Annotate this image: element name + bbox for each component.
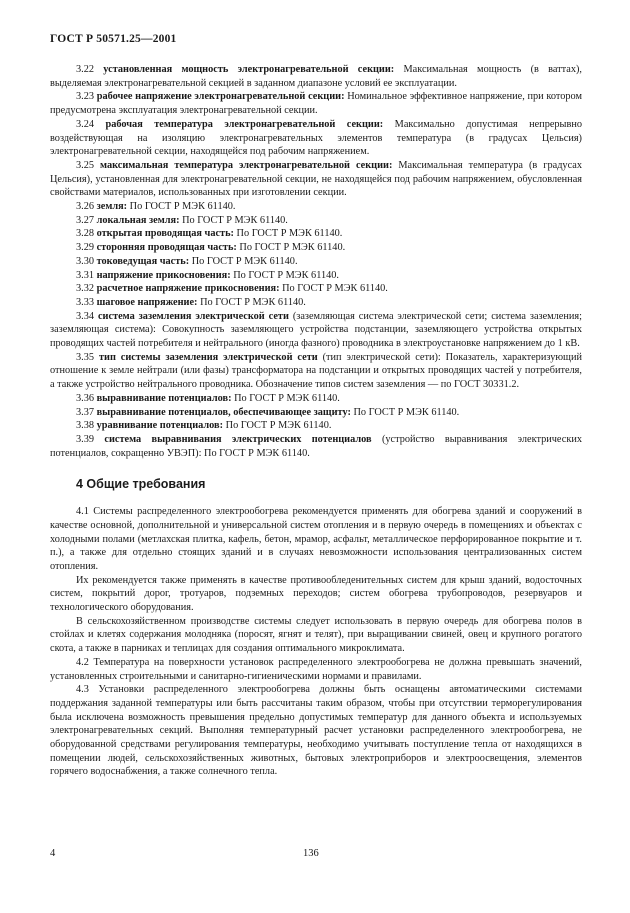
definition-item xyxy=(50,63,582,90)
definition-text: (устройство выравнивания электрических потенциалов, сокращенно УВЭП): По ГОСТ Р МЭК 61140. xyxy=(50,433,582,459)
definition-item xyxy=(50,296,582,310)
definition-text: Максимальная температура (в градусах Цельсия), установленная для электронагревательной секции, не находящейся под рабочим напряжением, обусловленная свойствами материалов, использованных при изготовлении секции. xyxy=(50,159,582,199)
definition-number: 3.36 xyxy=(76,392,95,404)
definition-item xyxy=(50,351,582,392)
definition-item xyxy=(50,118,582,159)
definition-number: 3.26 xyxy=(76,201,95,213)
definition-number: 3.30 xyxy=(76,255,95,267)
definition-text: Номинальное эффективное напряжение, при котором предусмотрена эксплуатация электронагревательной секции. xyxy=(50,91,582,117)
definition-item xyxy=(50,392,582,406)
definition-item xyxy=(50,241,582,255)
definition-text: По ГОСТ Р МЭК 61140. xyxy=(179,214,288,226)
definition-text: По ГОСТ Р МЭК 61140. xyxy=(127,201,236,213)
definition-item xyxy=(50,406,582,420)
definition-term: расчетное напряжение прикосновения: xyxy=(96,283,280,295)
definitions-list xyxy=(50,63,582,460)
definition-item xyxy=(50,200,582,214)
definition-text: По ГОСТ Р МЭК 61140. xyxy=(279,283,388,295)
definition-number: 3.25 xyxy=(76,159,95,171)
definition-item xyxy=(50,269,582,283)
definition-number: 3.24 xyxy=(76,118,95,130)
definition-term: система выравнивания электрических потенциалов xyxy=(104,433,372,445)
definition-item xyxy=(50,419,582,433)
definition-text: По ГОСТ Р МЭК 61140. xyxy=(230,269,339,281)
definition-text: По ГОСТ Р МЭК 61140. xyxy=(236,242,346,254)
section-paragraph: 4.3 Установки распределенного электрообогрева должны быть оснащены автоматическими системами поддержания заданной температуры или быть рассчитаны таким образом, чтобы при отсутствии терморегулирования была исключена возможность превышения предельно допустимых температур для данного объекта и используемых электронагревательных секций. Выполняя температурный расчет установки распределенного электрообогрева, не оборудованной средствами регулирования температуры, необходимо учитывать поступление тепла от находящихся в помещении людей, сельскохозяйственных животных, бытовых электроприборов и электроосвещения, элементов горячего водоснабжения, а также солнечного тепла. xyxy=(50,684,582,778)
definition-item xyxy=(50,310,582,351)
document-header: ГОСТ Р 50571.25—2001 xyxy=(50,33,177,45)
definition-term: токоведущая часть: xyxy=(96,255,190,267)
definition-number: 3.23 xyxy=(76,91,95,103)
definition-item xyxy=(50,90,582,117)
definition-number: 3.22 xyxy=(76,64,95,75)
definition-text: (тип электрической сети): Показатель, характеризующий отношение к земле нейтрали (или фазы) трансформатора на подстанции и открытых проводящих частей у потребителя, а также устройство нейтрального проводника. Обозначение типов систем заземления — по ГОСТ 30331.2. xyxy=(50,351,582,391)
definition-text: По ГОСТ Р МЭК 61140. xyxy=(233,228,343,240)
definition-number: 3.35 xyxy=(76,351,95,363)
document-body xyxy=(50,63,582,779)
section-paragraph: 4.1 Системы распределенного электрообогрева рекомендуется применять для обогрева зданий и сооружений в качестве основной, дополнительной и универсальной систем отопления и в первую очередь в помещениях и объектах с холодными полами (метлахская плитка, кафель, бетон, мрамор, асфальт, металлическое перфорированное покрытие и т. п.), а также для отдельно стоящих зданий и в случаях невозможности использования централизованных систем отопления. xyxy=(50,506,582,572)
definition-term: установленная мощность электронагревательной секции: xyxy=(103,64,395,75)
definition-term: система заземления электрической сети xyxy=(97,310,289,322)
definition-item xyxy=(50,227,582,241)
definition-item xyxy=(50,214,582,228)
page-number-left: 4 xyxy=(50,848,56,859)
page-number-center: 136 xyxy=(303,848,319,859)
definition-number: 3.39 xyxy=(76,433,95,445)
section-title: 4 Общие требования xyxy=(76,477,206,492)
section-4-body xyxy=(50,505,582,779)
definition-item xyxy=(50,282,582,296)
definition-term: уравнивание потенциалов: xyxy=(96,420,224,432)
definition-text: По ГОСТ Р МЭК 61140. xyxy=(197,296,306,308)
definition-number: 3.28 xyxy=(76,228,95,240)
definition-term: локальная земля: xyxy=(96,214,180,226)
definition-term: тип системы заземления электрической сети xyxy=(98,351,318,363)
definition-term: открытая проводящая часть: xyxy=(96,228,234,240)
definition-text: По ГОСТ Р МЭК 61140. xyxy=(231,392,340,404)
definition-text: Максимально допустимая непрерывно воздействующая на изоляцию электронагревательных элементов температура (в градусах Цельсия) электронагревательной секции, находящейся под рабочим напряжением. xyxy=(50,118,582,158)
definition-number: 3.34 xyxy=(76,310,95,322)
definition-term: напряжение прикосновения: xyxy=(96,269,231,281)
definition-term: выравнивание потенциалов, обеспечивающее защиту: xyxy=(96,406,351,418)
section-paragraph: В сельскохозяйственном производстве системы следует использовать в первую очередь для обогрева полов в стойлах и клетях содержания молодняка (поросят, ягнят и телят), при выращивании свиней, овец и крупного рогатого скота, а также в парниках и теплицах для создания оптимального микроклимата. xyxy=(50,615,582,655)
definition-text: По ГОСТ Р МЭК 61140. xyxy=(189,255,298,267)
definition-term: шаговое напряжение: xyxy=(96,296,198,308)
definition-text: Максимальная мощность (в ваттах), выделяемая электронагревательной секцией в заданном диапазоне условий ее эксплуатации. xyxy=(50,64,582,89)
definition-term: рабочая температура электронагревательной секции: xyxy=(105,118,384,130)
definition-text: По ГОСТ Р МЭК 61140. xyxy=(350,406,460,418)
definition-term: земля: xyxy=(96,201,128,213)
definition-text: (заземляющая система электрической сети; система заземления; заземляющая система): Совокупность заземляющего устройства подстанции, заземляющего устройства открытых проводящих частей потребителя и нейтрального (иногда фазного) проводника в электроустановке напряжением до 1 кВ. xyxy=(50,310,582,350)
definition-number: 3.31 xyxy=(76,269,95,281)
definition-number: 3.32 xyxy=(76,283,95,295)
definition-text: По ГОСТ Р МЭК 61140. xyxy=(223,420,332,432)
definition-item xyxy=(50,433,582,460)
definition-term: сторонняя проводящая часть: xyxy=(96,242,237,254)
definition-number: 3.29 xyxy=(76,242,95,254)
definition-number: 3.27 xyxy=(76,214,95,226)
definition-number: 3.33 xyxy=(76,296,95,308)
section-paragraph: Их рекомендуется также применять в качестве противообледенительных систем для крыш зданий, водосточных систем, покрытий дорог, тротуаров, подземных переходов; систем обогрева трубопроводов, резервуаров и технологического оборудования. xyxy=(50,574,582,614)
definition-item xyxy=(50,255,582,269)
definition-term: максимальная температура электронагревательной секции: xyxy=(100,159,393,171)
definition-number: 3.37 xyxy=(76,406,95,418)
section-paragraph: 4.2 Температура на поверхности установок распределенного электрообогрева не должна превышать значений, установленных строительными и санитарно-гигиеническими нормами и правилами. xyxy=(50,656,582,682)
definition-term: рабочее напряжение электронагревательной секции: xyxy=(96,91,345,103)
definition-item xyxy=(50,159,582,200)
definition-term: выравнивание потенциалов: xyxy=(96,392,232,404)
definition-number: 3.38 xyxy=(76,420,95,432)
